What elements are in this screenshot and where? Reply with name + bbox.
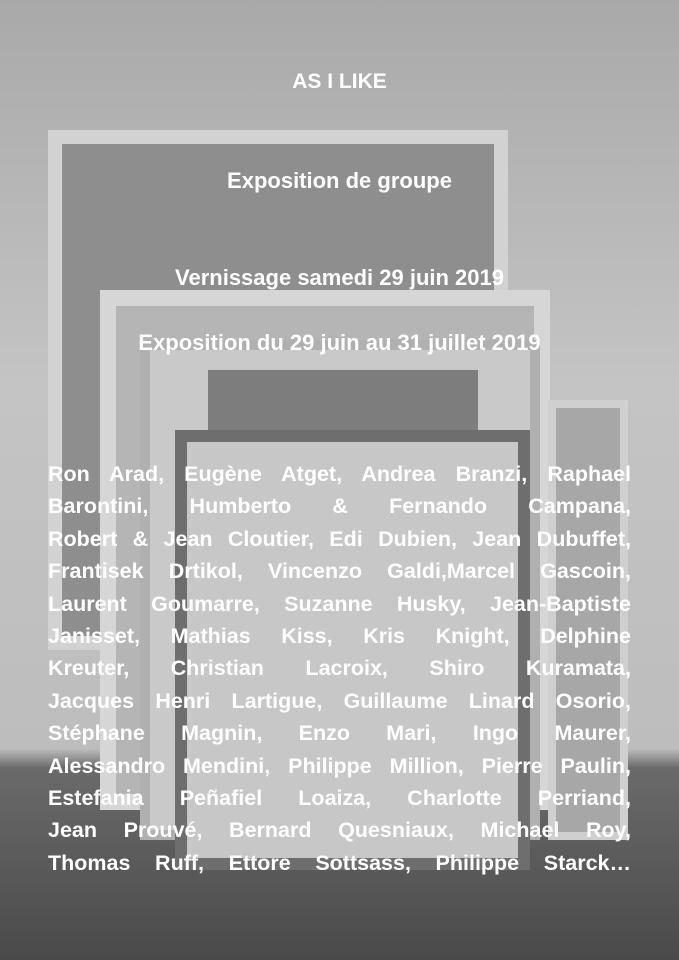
- artist-line: Ron Arad, Eugène Atget, Andrea Branzi, Raphael: [48, 462, 631, 486]
- artist-line: Thomas Ruff, Ettore Sottsass, Philippe Starck…: [48, 850, 631, 875]
- artist-line: Jacques Henri Lartigue, Guillaume Linard Osorio,: [48, 688, 631, 713]
- artist-line: Kreuter, Christian Lacroix, Shiro Kuramata,: [48, 656, 631, 681]
- artist-list: [48, 458, 631, 879]
- artist-line: Frantisek Drtikol, Vincenzo Galdi,Marcel Gascoin,: [48, 559, 631, 584]
- artist-line: Stéphane Magnin, Enzo Mari, Ingo Maurer,: [48, 721, 631, 746]
- artist-line: Estefania Peñafiel Loaiza, Charlotte Perriand,: [48, 785, 631, 810]
- artist-line: Barontini, Humberto & Fernando Campana,: [48, 494, 631, 519]
- exhibition-dates: Exposition du 29 juin au 31 juillet 2019: [138, 330, 541, 355]
- artist-line: Robert & Jean Cloutier, Edi Dubien, Jean Dubuffet,: [48, 526, 631, 551]
- poster-subtitle: Exposition de groupe: [227, 168, 452, 193]
- artist-line: Janisset, Mathias Kiss, Kris Knight, Delphine: [48, 623, 631, 648]
- opening-date: Vernissage samedi 29 juin 2019: [175, 265, 504, 290]
- artist-line: Jean Prouvé, Bernard Quesniaux, Michael Roy,: [48, 818, 631, 843]
- artist-line: Alessandro Mendini, Philippe Million, Pierre Paulin,: [48, 753, 631, 778]
- poster-title: AS I LIKE: [292, 70, 387, 93]
- wrapped-frame: [208, 370, 478, 430]
- artist-line: Laurent Goumarre, Suzanne Husky, Jean-Baptiste: [48, 591, 631, 616]
